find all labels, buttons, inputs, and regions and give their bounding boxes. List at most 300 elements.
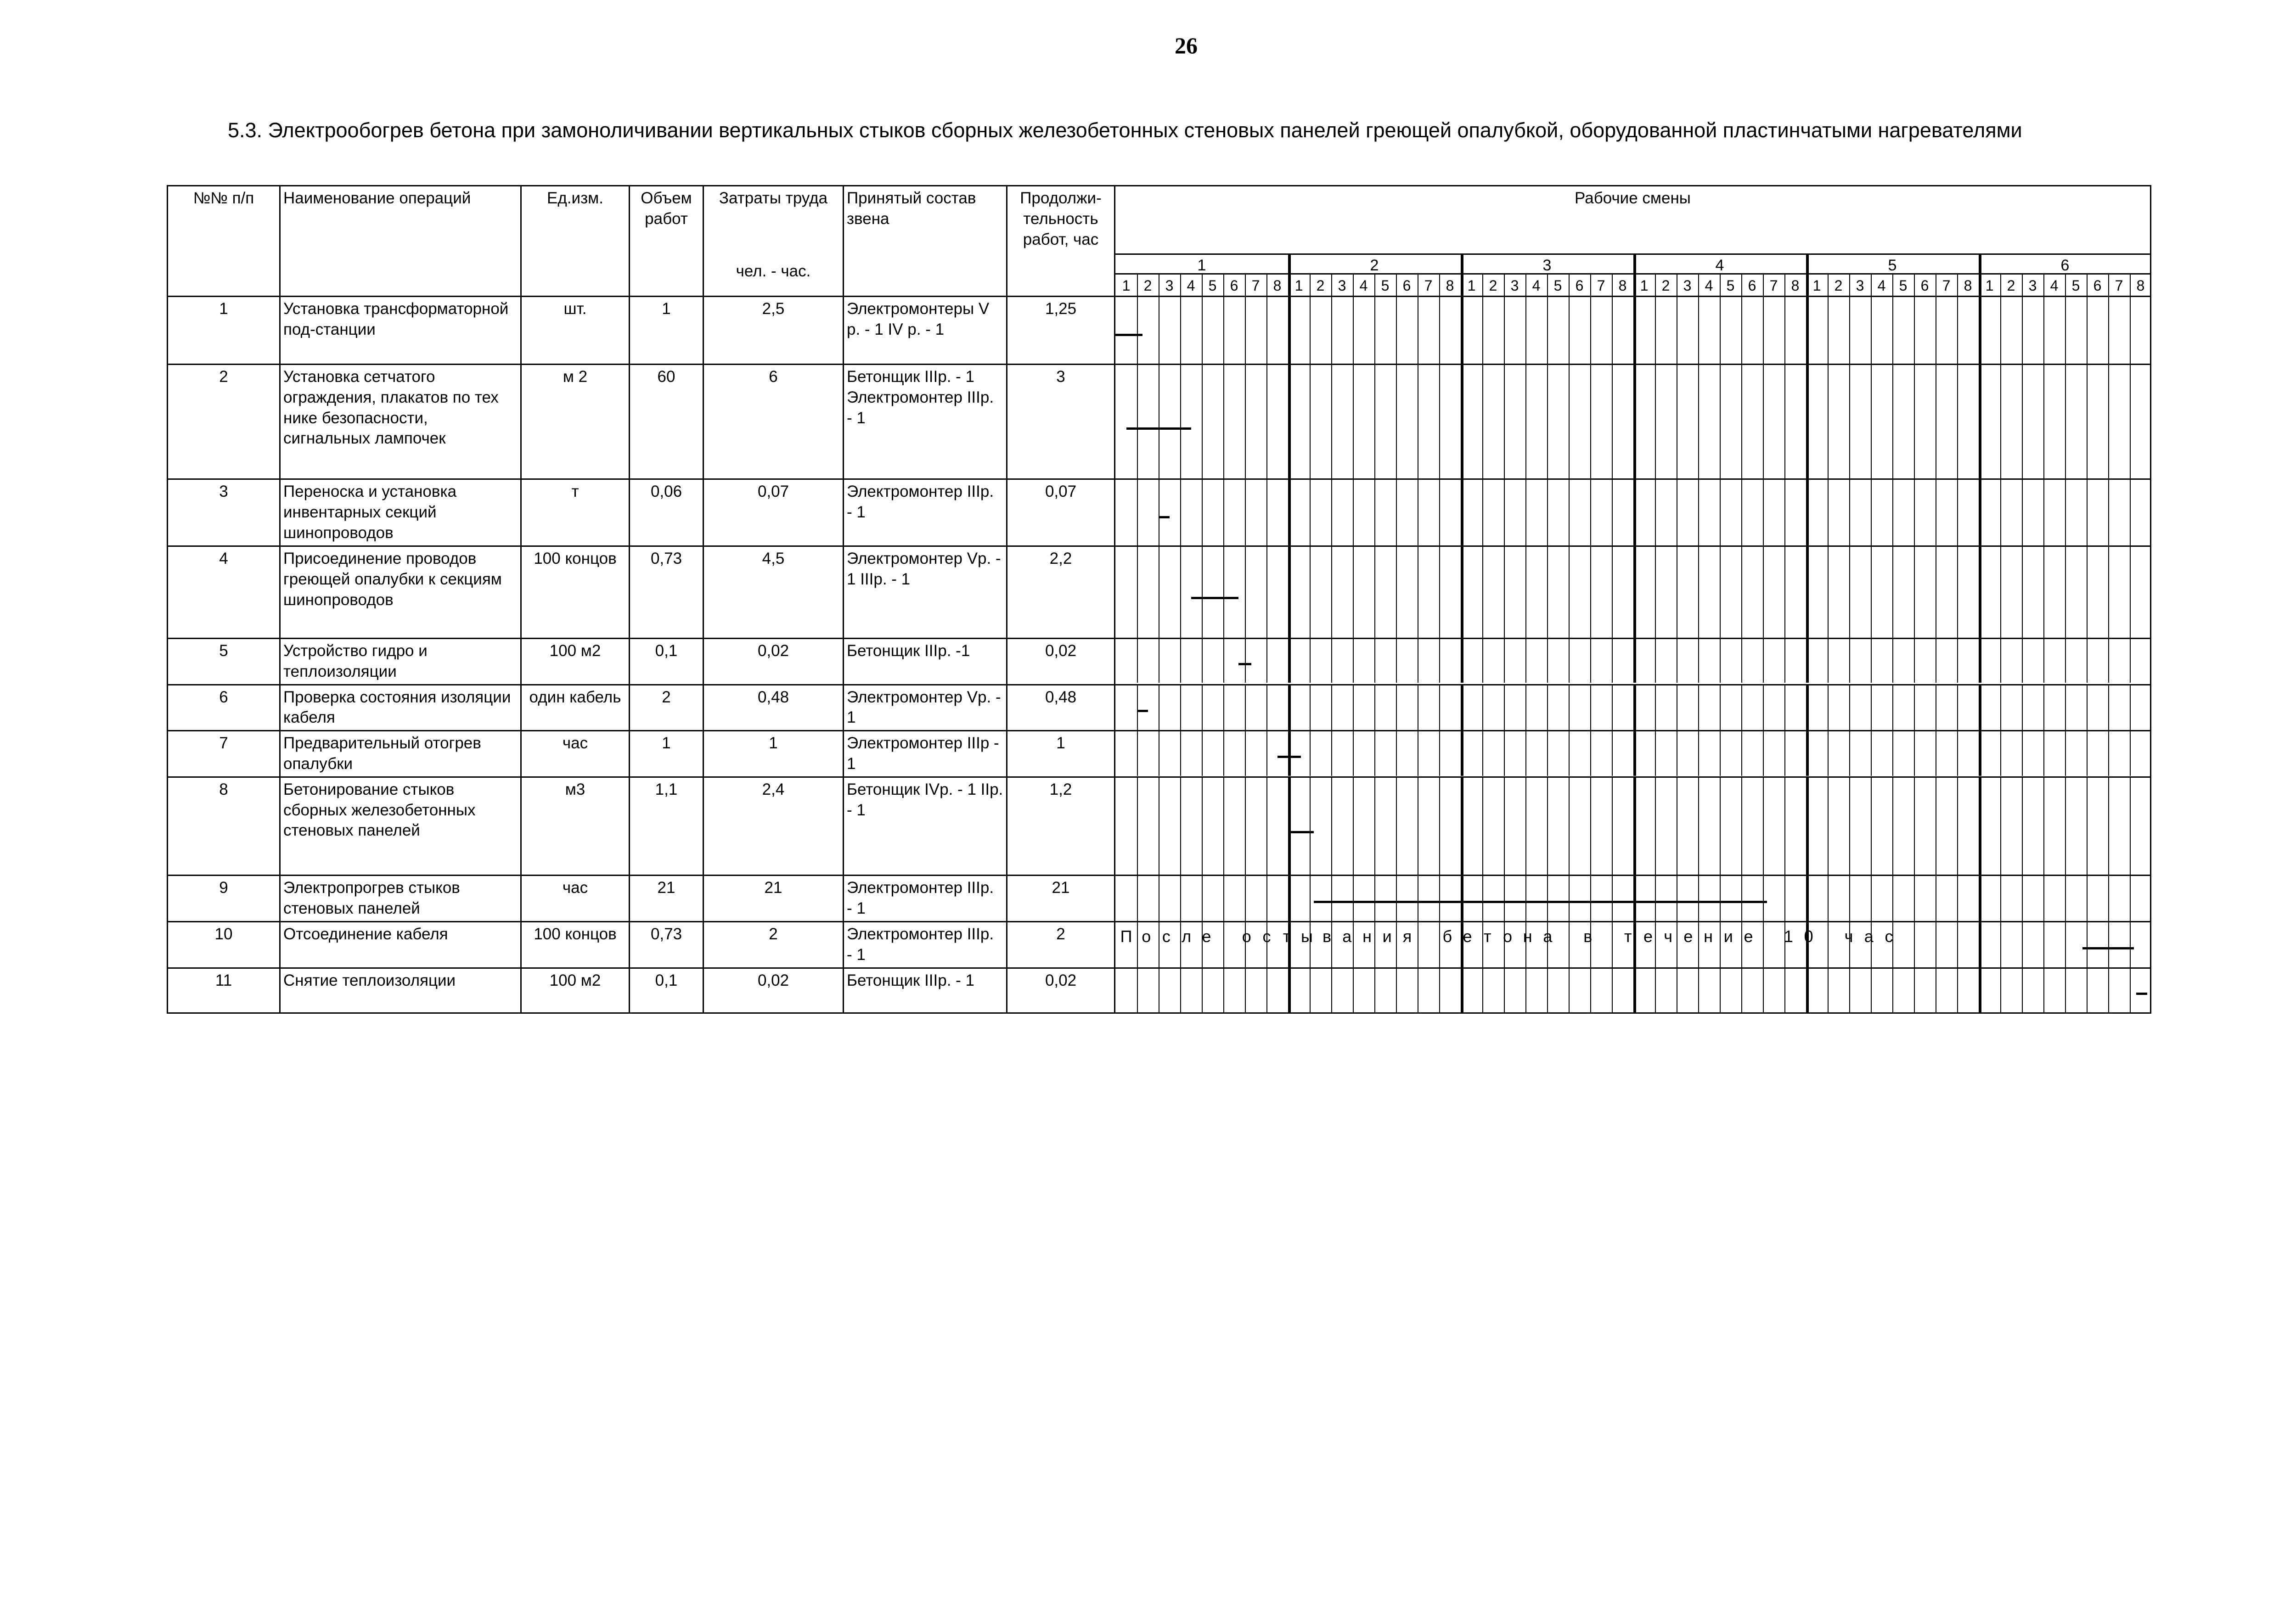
grid-line [1828, 365, 1829, 478]
grid-line [1288, 685, 1291, 730]
grid-line [1245, 639, 1246, 683]
grid-line [1590, 876, 1591, 921]
note-letter: н [1523, 926, 1532, 946]
duration-cell: 1,2 [1007, 777, 1115, 875]
grid-line [1569, 365, 1570, 478]
grid-line [1461, 778, 1463, 875]
row-number: 6 [168, 685, 280, 731]
grid-line [2000, 480, 2001, 545]
header-volume: Объем работ [630, 186, 703, 297]
grid-line [1612, 731, 1613, 776]
grid-line [1763, 297, 1764, 364]
labor-cell: 4,5 [703, 546, 844, 639]
grid-line [1525, 480, 1526, 545]
grid-line [2043, 685, 2044, 730]
gantt-bar [1288, 831, 1314, 833]
hour-number: 4 [1187, 277, 1195, 294]
grid-line [1871, 480, 1872, 545]
grid-line [1763, 547, 1764, 638]
gantt-cell [1115, 731, 2151, 777]
crew-cell: Бетонщик IIIр. - 1 [844, 968, 1007, 1013]
grid-line [2000, 922, 2001, 967]
grid-line [1202, 969, 1203, 1012]
grid-line [2108, 778, 2109, 875]
hour-number: 1 [1294, 277, 1303, 294]
hour-number: 5 [2071, 277, 2080, 294]
labor-cell: 0,02 [703, 968, 844, 1013]
grid-line [1439, 778, 1440, 875]
shift-divider [1806, 255, 1809, 273]
grid-line [1741, 297, 1742, 364]
grid-line [1266, 365, 1267, 478]
grid-line [1633, 547, 1636, 638]
grid-line [1849, 778, 1850, 875]
grid-line [1655, 778, 1656, 875]
grid-line [1547, 876, 1548, 921]
header-crew: Принятый состав звена [844, 186, 1007, 297]
row-number: 7 [168, 731, 280, 777]
hour-number: 2 [1143, 277, 1152, 294]
grid-line [1914, 685, 1915, 730]
grid-line [2065, 778, 2066, 875]
note-letter: в [1583, 926, 1593, 946]
hour-number: 3 [1338, 277, 1346, 294]
shift-numbers-cell [1115, 254, 2151, 274]
gantt-cell [1115, 685, 2151, 731]
note-letter: н [1704, 926, 1713, 946]
grid-line [2043, 731, 2044, 776]
grid-line [2108, 547, 2109, 638]
gantt-cell [1115, 546, 2151, 639]
grid-line [1828, 297, 1829, 364]
grid-line [1223, 685, 1224, 730]
labor-cell: 6 [703, 365, 844, 479]
grid-line [1892, 365, 1893, 478]
table-row [168, 875, 2151, 921]
grid-line [1461, 480, 1463, 545]
grid-line [1180, 969, 1181, 1012]
hour-number: 1 [1467, 277, 1476, 294]
grid-line [1849, 275, 1850, 296]
grid-line [1849, 480, 1850, 545]
grid-line [1806, 685, 1809, 730]
hour-number: 1 [1812, 277, 1821, 294]
grid-line [1180, 876, 1181, 921]
grid-line [1547, 778, 1548, 875]
hour-number: 8 [1618, 277, 1627, 294]
grid-line [1698, 969, 1699, 1012]
grid-line [2065, 480, 2066, 545]
grid-line [1525, 685, 1526, 730]
hour-number: 6 [2093, 277, 2102, 294]
grid-line [1374, 731, 1375, 776]
grid-line [1741, 685, 1742, 730]
table-row [168, 968, 2151, 1013]
grid-line [2065, 365, 2066, 478]
grid-line [1439, 685, 1440, 730]
grid-line [2087, 365, 2088, 478]
grid-line [1612, 480, 1613, 545]
grid-line [1784, 275, 1785, 296]
note-letter: т [1283, 926, 1291, 946]
grid-line [1223, 365, 1224, 478]
grid-line [1331, 275, 1332, 296]
hour-number: 3 [1683, 277, 1692, 294]
grid-line [1957, 731, 1958, 776]
grid-line [1525, 731, 1526, 776]
grid-line [1633, 876, 1636, 921]
grid-line [1223, 778, 1224, 875]
gantt-cell [1115, 297, 2151, 365]
grid-line [1655, 639, 1656, 683]
shift-number: 5 [1888, 257, 1897, 274]
grid-line [1288, 639, 1291, 683]
grid-line [1331, 778, 1332, 875]
hour-number: 5 [1899, 277, 1908, 294]
grid-line [2130, 922, 2131, 967]
grid-line [1396, 778, 1397, 875]
gantt-bar [2082, 947, 2134, 949]
grid-line [1720, 639, 1721, 683]
grid-line [1353, 275, 1354, 296]
grid-line [1288, 480, 1291, 545]
grid-line [1482, 685, 1483, 730]
grid-line [1547, 969, 1548, 1012]
grid-line [1223, 922, 1224, 967]
grid-line [1353, 778, 1354, 875]
duration-cell: 2,2 [1007, 546, 1115, 639]
note-letter: П [1120, 926, 1132, 946]
grid-line [1331, 876, 1332, 921]
grid-line [1180, 275, 1181, 296]
gantt-cell [1115, 968, 2151, 1013]
note-letter: о [1142, 926, 1151, 946]
grid-line [1655, 547, 1656, 638]
note-letter: и [1723, 926, 1733, 946]
grid-line [2108, 275, 2109, 296]
hour-number: 8 [1964, 277, 1972, 294]
grid-line [1202, 297, 1203, 364]
note-letter: е [1643, 926, 1653, 946]
grid-line [1396, 876, 1397, 921]
grid-line [1698, 778, 1699, 875]
grid-line [1590, 275, 1591, 296]
grid-line [1612, 778, 1613, 875]
grid-line [1461, 685, 1463, 730]
grid-line [1245, 876, 1246, 921]
grid-line [1331, 480, 1332, 545]
grid-line [1180, 778, 1181, 875]
hour-number: 8 [2136, 277, 2145, 294]
hour-number: 4 [1705, 277, 1713, 294]
grid-line [1180, 685, 1181, 730]
grid-line [1655, 876, 1656, 921]
grid-line [1720, 480, 1721, 545]
grid-line [1720, 778, 1721, 875]
grid-line [1569, 969, 1570, 1012]
volume-cell: 21 [630, 875, 703, 921]
grid-line [1590, 731, 1591, 776]
grid-line [1504, 685, 1505, 730]
duration-cell: 0,48 [1007, 685, 1115, 731]
gantt-cell [1115, 921, 2151, 968]
duration-cell: 21 [1007, 875, 1115, 921]
grid-line [1374, 297, 1375, 364]
grid-line [1569, 922, 1570, 967]
grid-line [1288, 365, 1291, 478]
shift-number: 1 [1197, 257, 1206, 274]
grid-line [1461, 297, 1463, 364]
grid-line [1871, 365, 1872, 478]
row-number: 5 [168, 639, 280, 685]
grid-line [1633, 731, 1636, 776]
hour-number: 7 [1942, 277, 1951, 294]
grid-line [1482, 297, 1483, 364]
grid-line [1979, 922, 1981, 967]
volume-cell: 0,73 [630, 921, 703, 968]
grid-line [1353, 731, 1354, 776]
grid-line [1655, 297, 1656, 364]
volume-cell: 2 [630, 685, 703, 731]
volume-cell: 1,1 [630, 777, 703, 875]
grid-line [1979, 547, 1981, 638]
grid-line [1310, 639, 1311, 683]
operation-name: Проверка состояния изоляции кабеля [280, 685, 521, 731]
grid-line [2087, 547, 2088, 638]
grid-line [1720, 365, 1721, 478]
grid-line [1892, 876, 1893, 921]
grid-line [1266, 297, 1267, 364]
grid-line [1137, 731, 1138, 776]
grid-line [2022, 297, 2023, 364]
grid-line [1137, 969, 1138, 1012]
gantt-bar [1126, 427, 1191, 430]
grid-line [1569, 876, 1570, 921]
crew-cell: Электромонтер Vр. - 1 [844, 685, 1007, 731]
grid-line [1763, 365, 1764, 478]
operation-name: Установка трансформаторной под-станции [280, 297, 521, 365]
grid-line [1828, 275, 1829, 296]
grid-line [1957, 297, 1958, 364]
grid-line [1245, 969, 1246, 1012]
grid-line [1374, 685, 1375, 730]
grid-line [1396, 365, 1397, 478]
grid-line [1763, 969, 1764, 1012]
hour-number: 4 [1877, 277, 1886, 294]
gantt-bar [1137, 710, 1148, 712]
grid-line [1288, 297, 1291, 364]
grid-line [1525, 547, 1526, 638]
grid-line [2043, 778, 2044, 875]
grid-line [1245, 275, 1246, 296]
shift-divider [1461, 255, 1463, 273]
grid-line [1914, 778, 1915, 875]
grid-line [2022, 480, 2023, 545]
grid-line [2130, 547, 2131, 638]
grid-line [1698, 876, 1699, 921]
grid-line [1633, 639, 1636, 683]
grid-line [1914, 922, 1915, 967]
note-letter: о [1503, 926, 1512, 946]
grid-line [1914, 480, 1915, 545]
grid-line [1461, 275, 1463, 296]
grid-line [1137, 685, 1138, 730]
grid-line [1655, 969, 1656, 1012]
grid-line [1612, 365, 1613, 478]
grid-line [1439, 480, 1440, 545]
grid-line [1374, 639, 1375, 683]
grid-line [1590, 365, 1591, 478]
grid-line [1202, 639, 1203, 683]
grid-line [2130, 685, 2131, 730]
grid-line [1569, 297, 1570, 364]
grid-line [1180, 365, 1181, 478]
grid-line [1310, 297, 1311, 364]
grid-line [1266, 275, 1267, 296]
operation-name: Устройство гидро и теплоизоляции [280, 639, 521, 685]
grid-line [2000, 969, 2001, 1012]
grid-line [2000, 685, 2001, 730]
grid-line [2043, 547, 2044, 638]
grid-line [1806, 365, 1809, 478]
hour-number: 1 [1985, 277, 1994, 294]
grid-line [1828, 778, 1829, 875]
grid-line [1892, 778, 1893, 875]
grid-line [2065, 275, 2066, 296]
hour-number: 7 [1769, 277, 1778, 294]
grid-line [1547, 365, 1548, 478]
note-letter: е [1683, 926, 1693, 946]
grid-line [2087, 297, 2088, 364]
grid-line [2130, 731, 2131, 776]
grid-line [1331, 365, 1332, 478]
gantt-cell [1115, 777, 2151, 875]
grid-line [1979, 639, 1981, 683]
grid-line [1310, 365, 1311, 478]
hour-number: 4 [2050, 277, 2059, 294]
grid-line [1633, 297, 1636, 364]
grid-line [1223, 297, 1224, 364]
shift-divider [1633, 255, 1636, 273]
volume-cell: 0,1 [630, 639, 703, 685]
grid-line [1806, 731, 1809, 776]
note-letter: ч [1664, 926, 1673, 946]
grid-line [1310, 876, 1311, 921]
grid-line [1871, 778, 1872, 875]
grid-line [1849, 685, 1850, 730]
note-letter: е [1744, 926, 1753, 946]
grid-line [1353, 547, 1354, 638]
table-row [168, 297, 2151, 365]
grid-line [1504, 297, 1505, 364]
grid-line [2087, 275, 2088, 296]
grid-line [2043, 922, 2044, 967]
grid-line [1612, 922, 1613, 967]
grid-line [1871, 275, 1872, 296]
grid-line [1914, 639, 1915, 683]
grid-line [2043, 876, 2044, 921]
grid-line [1223, 876, 1224, 921]
grid-line [1396, 547, 1397, 638]
grid-line [1547, 275, 1548, 296]
grid-line [2043, 365, 2044, 478]
grid-line [1871, 639, 1872, 683]
grid-line [1633, 778, 1636, 875]
grid-line [2130, 365, 2131, 478]
grid-line [1698, 685, 1699, 730]
hour-number: 6 [1230, 277, 1238, 294]
operation-name: Бетонирование стыков сборных железобетонных стеновых панелей [280, 777, 521, 875]
grid-line [1871, 876, 1872, 921]
grid-line [2108, 639, 2109, 683]
grid-line [1266, 685, 1267, 730]
note-letter: с [1262, 926, 1271, 946]
grid-line [1914, 297, 1915, 364]
grid-line [1763, 922, 1764, 967]
hour-number: 8 [1446, 277, 1454, 294]
grid-line [1784, 480, 1785, 545]
gantt-bar [1159, 516, 1170, 518]
grid-line [1784, 547, 1785, 638]
grid-line [2130, 639, 2131, 683]
grid-line [1547, 297, 1548, 364]
grid-line [2108, 365, 2109, 478]
grid-line [1569, 731, 1570, 776]
crew-cell: Электромонтеры V р. - 1 IV р. - 1 [844, 297, 1007, 365]
grid-line [2043, 639, 2044, 683]
note-letter: а [1864, 926, 1874, 946]
grid-line [1892, 969, 1893, 1012]
labor-cell: 1 [703, 731, 844, 777]
grid-line [1482, 969, 1483, 1012]
grid-line [2130, 275, 2131, 296]
grid-line [1871, 685, 1872, 730]
operation-name: Отсоединение кабеля [280, 921, 521, 968]
grid-line [1137, 778, 1138, 875]
hour-number: 7 [1251, 277, 1260, 294]
crew-cell: Электромонтер IIIр. - 1 [844, 479, 1007, 546]
grid-line [1828, 876, 1829, 921]
grid-line [1310, 547, 1311, 638]
row-number: 3 [168, 479, 280, 546]
grid-line [1979, 731, 1981, 776]
grid-line [1698, 297, 1699, 364]
grid-line [1957, 922, 1958, 967]
duration-cell: 0,02 [1007, 968, 1115, 1013]
grid-line [1633, 275, 1636, 296]
grid-line [1180, 480, 1181, 545]
grid-line [1763, 275, 1764, 296]
grid-line [1504, 876, 1505, 921]
crew-cell: Бетонщик IVр. - 1 IIр. - 1 [844, 777, 1007, 875]
hour-number: 3 [1165, 277, 1174, 294]
grid-line [1266, 480, 1267, 545]
grid-line [1504, 547, 1505, 638]
grid-line [1828, 685, 1829, 730]
grid-line [2000, 876, 2001, 921]
grid-line [2043, 275, 2044, 296]
row-number: 9 [168, 875, 280, 921]
grid-line [2065, 969, 2066, 1012]
grid-line [1957, 778, 1958, 875]
labor-cell: 2,5 [703, 297, 844, 365]
grid-line [1525, 876, 1526, 921]
labor-cell: 0,02 [703, 639, 844, 685]
gantt-bar [2136, 993, 2147, 995]
hour-number: 7 [1424, 277, 1433, 294]
grid-line [1396, 685, 1397, 730]
grid-line [1482, 778, 1483, 875]
